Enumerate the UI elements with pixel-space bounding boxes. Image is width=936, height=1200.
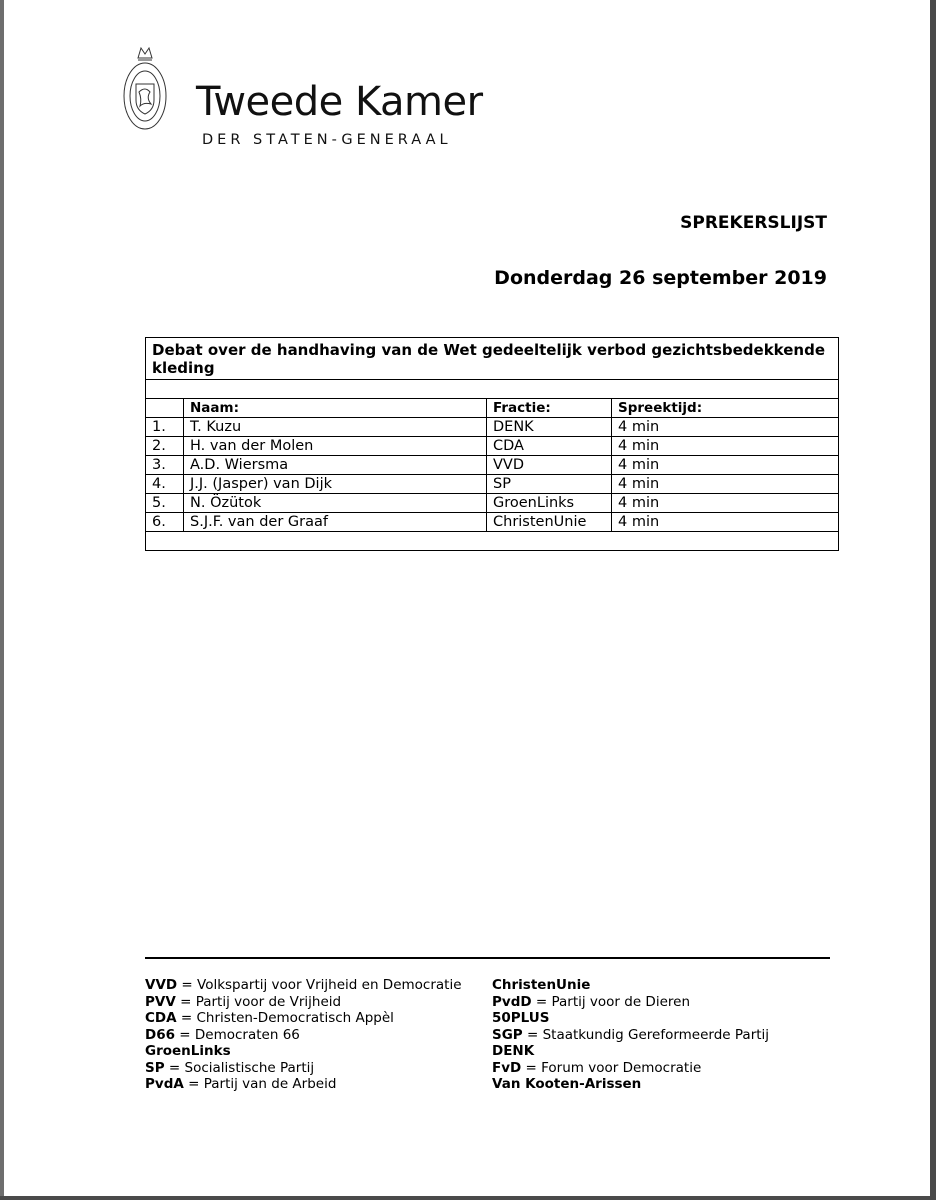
org-logo — [196, 78, 483, 148]
speaker-tijd: 4 min — [612, 475, 839, 494]
party-full: = Partij voor de Dieren — [531, 993, 690, 1010]
party-abbr: VVD — [145, 977, 178, 993]
speaker-naam: S.J.F. van der Graaf — [184, 513, 487, 532]
debate-title: Debat over de handhaving van de Wet gedeeltelijk verbod gezichtsbedekkende kleding — [146, 338, 839, 380]
legend-item — [145, 1010, 462, 1027]
table-row — [146, 513, 839, 532]
speaker-table — [145, 337, 839, 551]
legend-item — [492, 1076, 769, 1093]
table-row — [146, 437, 839, 456]
table-row — [146, 456, 839, 475]
speaker-tijd: 4 min — [612, 494, 839, 513]
speaker-tijd: 4 min — [612, 437, 839, 456]
legend-item — [492, 994, 769, 1011]
party-full: = Volkspartij voor Vrijheid en Democratie — [177, 977, 462, 993]
speaker-nr: 6. — [146, 513, 184, 532]
speaker-nr: 4. — [146, 475, 184, 494]
blank-row — [146, 380, 839, 399]
speaker-naam: H. van der Molen — [184, 437, 487, 456]
party-full: = Democraten 66 — [175, 1026, 300, 1043]
page-shadow-right — [930, 0, 936, 1200]
party-full: = Forum voor Democratie — [521, 1059, 702, 1076]
table-row — [146, 494, 839, 513]
speaker-naam: A.D. Wiersma — [184, 456, 487, 475]
document-date: Donderdag 26 september 2019 — [494, 267, 827, 289]
party-abbr: PvdA — [145, 1076, 184, 1092]
party-abbr: 50PLUS — [492, 1010, 550, 1026]
speaker-naam: N. Özütok — [184, 494, 487, 513]
speaker-fractie: VVD — [487, 456, 612, 475]
speaker-tijd: 4 min — [612, 418, 839, 437]
speaker-fractie: CDA — [487, 437, 612, 456]
legend-item — [492, 1043, 769, 1060]
party-full: = Christen-Democratisch Appèl — [176, 1010, 394, 1026]
party-abbr: CDA — [145, 1010, 177, 1026]
party-full: = Partij voor de Vrijheid — [175, 993, 342, 1010]
legend-item — [492, 977, 769, 994]
speaker-naam: J.J. (Jasper) van Dijk — [184, 475, 487, 494]
party-abbr: SGP — [492, 1026, 523, 1043]
table-row — [146, 475, 839, 494]
party-abbr: D66 — [145, 1026, 175, 1043]
org-name: Tweede Kamer — [196, 79, 483, 125]
legend-item — [492, 1060, 769, 1077]
speaker-naam: T. Kuzu — [184, 418, 487, 437]
legend-item — [145, 994, 462, 1011]
legend-item — [145, 1043, 462, 1060]
page-shadow-bottom — [0, 1196, 936, 1200]
party-abbr: ChristenUnie — [492, 977, 591, 993]
party-abbr: FvD — [492, 1059, 522, 1076]
party-full: = Partij van de Arbeid — [183, 1076, 337, 1092]
party-abbr: DENK — [492, 1043, 535, 1059]
speaker-nr: 1. — [146, 418, 184, 437]
legend-right — [492, 977, 769, 1093]
header-spreektijd: Spreektijd: — [612, 399, 839, 418]
party-full: = Socialistische Partij — [164, 1059, 315, 1076]
legend-item — [145, 1060, 462, 1077]
blank-row — [146, 532, 839, 551]
coat-of-arms-icon — [122, 44, 168, 132]
party-abbr: SP — [145, 1059, 165, 1076]
header-fractie: Fractie: — [487, 399, 612, 418]
speaker-fractie: GroenLinks — [487, 494, 612, 513]
header-naam: Naam: — [184, 399, 487, 418]
legend-item — [145, 1027, 462, 1044]
header-nr — [146, 399, 184, 418]
document-title: SPREKERSLIJST — [680, 213, 827, 233]
party-abbr: Van Kooten-Arissen — [492, 1076, 642, 1092]
org-subtitle: DER STATEN-GENERAAL — [202, 132, 452, 148]
party-abbr: PVV — [145, 993, 176, 1010]
speaker-fractie: ChristenUnie — [487, 513, 612, 532]
footer-divider — [145, 957, 830, 959]
party-abbr: GroenLinks — [145, 1043, 231, 1059]
speaker-fractie: SP — [487, 475, 612, 494]
speaker-nr: 3. — [146, 456, 184, 475]
speaker-tijd: 4 min — [612, 513, 839, 532]
speaker-nr: 2. — [146, 437, 184, 456]
speaker-fractie: DENK — [487, 418, 612, 437]
party-full: = Staatkundig Gereformeerde Partij — [522, 1026, 770, 1043]
legend-left — [145, 977, 462, 1093]
legend-item — [492, 1010, 769, 1027]
legend-item — [145, 977, 462, 994]
table-header-row — [146, 399, 839, 418]
speaker-tijd: 4 min — [612, 456, 839, 475]
legend-item — [145, 1076, 462, 1093]
table-row — [146, 418, 839, 437]
legend-item — [492, 1027, 769, 1044]
document-page — [4, 0, 930, 1196]
party-abbr: PvdD — [492, 993, 532, 1010]
speaker-nr: 5. — [146, 494, 184, 513]
